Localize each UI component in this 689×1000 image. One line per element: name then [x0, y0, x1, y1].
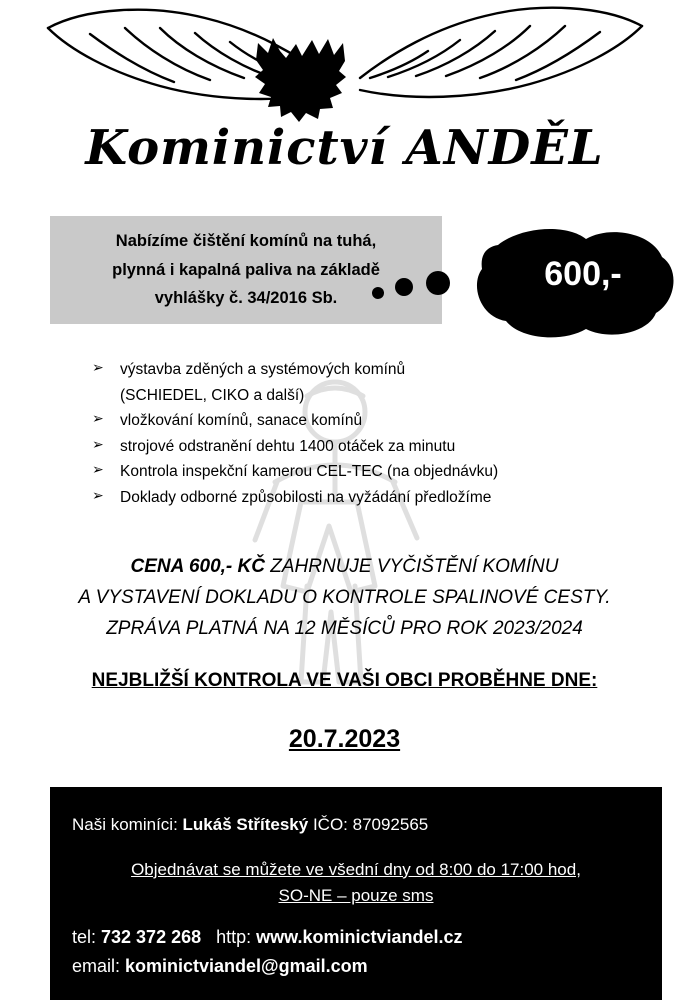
price-includes-block — [0, 552, 689, 644]
worker-line — [72, 813, 640, 837]
price-value: 600,- — [544, 255, 622, 293]
angel-wings-icon — [30, 0, 660, 130]
web-value[interactable]: www.kominictviandel.cz — [256, 927, 463, 948]
emphasis-line-1 — [0, 552, 689, 583]
tel-value[interactable]: 732 372 268 — [101, 927, 202, 948]
arrow-bullet-icon: ➢ — [92, 462, 104, 479]
email-value[interactable]: kominictviandel@gmail.com — [125, 956, 368, 977]
list-item-label: výstavba zděných a systémových komínů — [120, 361, 406, 378]
email-line — [72, 953, 640, 980]
intro-line-2: plynná i kapalná paliva na základě — [112, 260, 380, 279]
list-item — [92, 435, 652, 459]
page-title: Kominictví ANDĚL — [85, 120, 604, 176]
arrow-bullet-icon: ➢ — [92, 487, 104, 504]
tel-label: tel: — [72, 927, 102, 948]
list-item-label: strojové odstranění dehtu 1400 otáček za minutu — [120, 437, 456, 455]
intro-line-3: vyhlášky č. 34/2016 Sb. — [154, 289, 338, 308]
list-item-label: Kontrola inspekční kamerou CEL-TEC (na objednávku) — [120, 463, 499, 481]
list-item — [92, 409, 652, 433]
worker-label: Naši kominíci: — [72, 815, 183, 834]
intro-line-1: Nabízíme čištění komínů na tuhá, — [115, 231, 377, 250]
arrow-bullet-icon: ➢ — [92, 360, 104, 376]
email-label: email: — [72, 956, 126, 977]
opening-hours-line-2: SO-NE – pouze sms — [278, 886, 434, 906]
list-item — [92, 460, 652, 484]
next-inspection-date: 20.7.2023 — [288, 725, 401, 753]
arrow-bullet-icon: ➢ — [92, 436, 104, 453]
list-item-label: vložkování komínů, sanace komínů — [120, 412, 363, 430]
list-item-label: Doklady odborné způsobilosti na vyžádání předložíme — [120, 488, 492, 506]
list-item-sublabel: (SCHIEDEL, CIKO a další) — [120, 386, 305, 404]
footer-contact-block — [50, 787, 662, 1000]
list-item — [92, 486, 652, 510]
web-label: http: — [216, 927, 257, 948]
next-inspection-label: NEJBLIŽŠÍ KONTROLA VE VAŠI OBCI PROBĚHNE DNE: — [91, 670, 598, 691]
services-list — [92, 358, 652, 511]
phone-web-line — [72, 923, 640, 953]
logo-header — [0, 0, 689, 205]
price-rest: ZAHRNUJE VYČIŠTĚNÍ KOMÍNU — [264, 556, 559, 577]
price-strong: CENA 600,- KČ — [130, 556, 265, 577]
opening-hours-line-1: Objednávat se můžete ve všední dny od 8:00 do 17:00 hod, — [131, 859, 581, 879]
price-bubble — [370, 225, 680, 345]
worker-name: Lukáš Stříteský — [182, 815, 309, 834]
worker-ico: IČO: 87092565 — [308, 815, 429, 834]
arrow-bullet-icon: ➢ — [92, 411, 104, 428]
emphasis-line-3: ZPRÁVA PLATNÁ NA 12 MĚSÍCŮ PRO ROK 2023/2024 — [106, 617, 583, 639]
list-item — [92, 358, 652, 382]
emphasis-line-2: A VYSTAVENÍ DOKLADU O KONTROLE SPALINOVÉ CESTY. — [78, 586, 611, 608]
